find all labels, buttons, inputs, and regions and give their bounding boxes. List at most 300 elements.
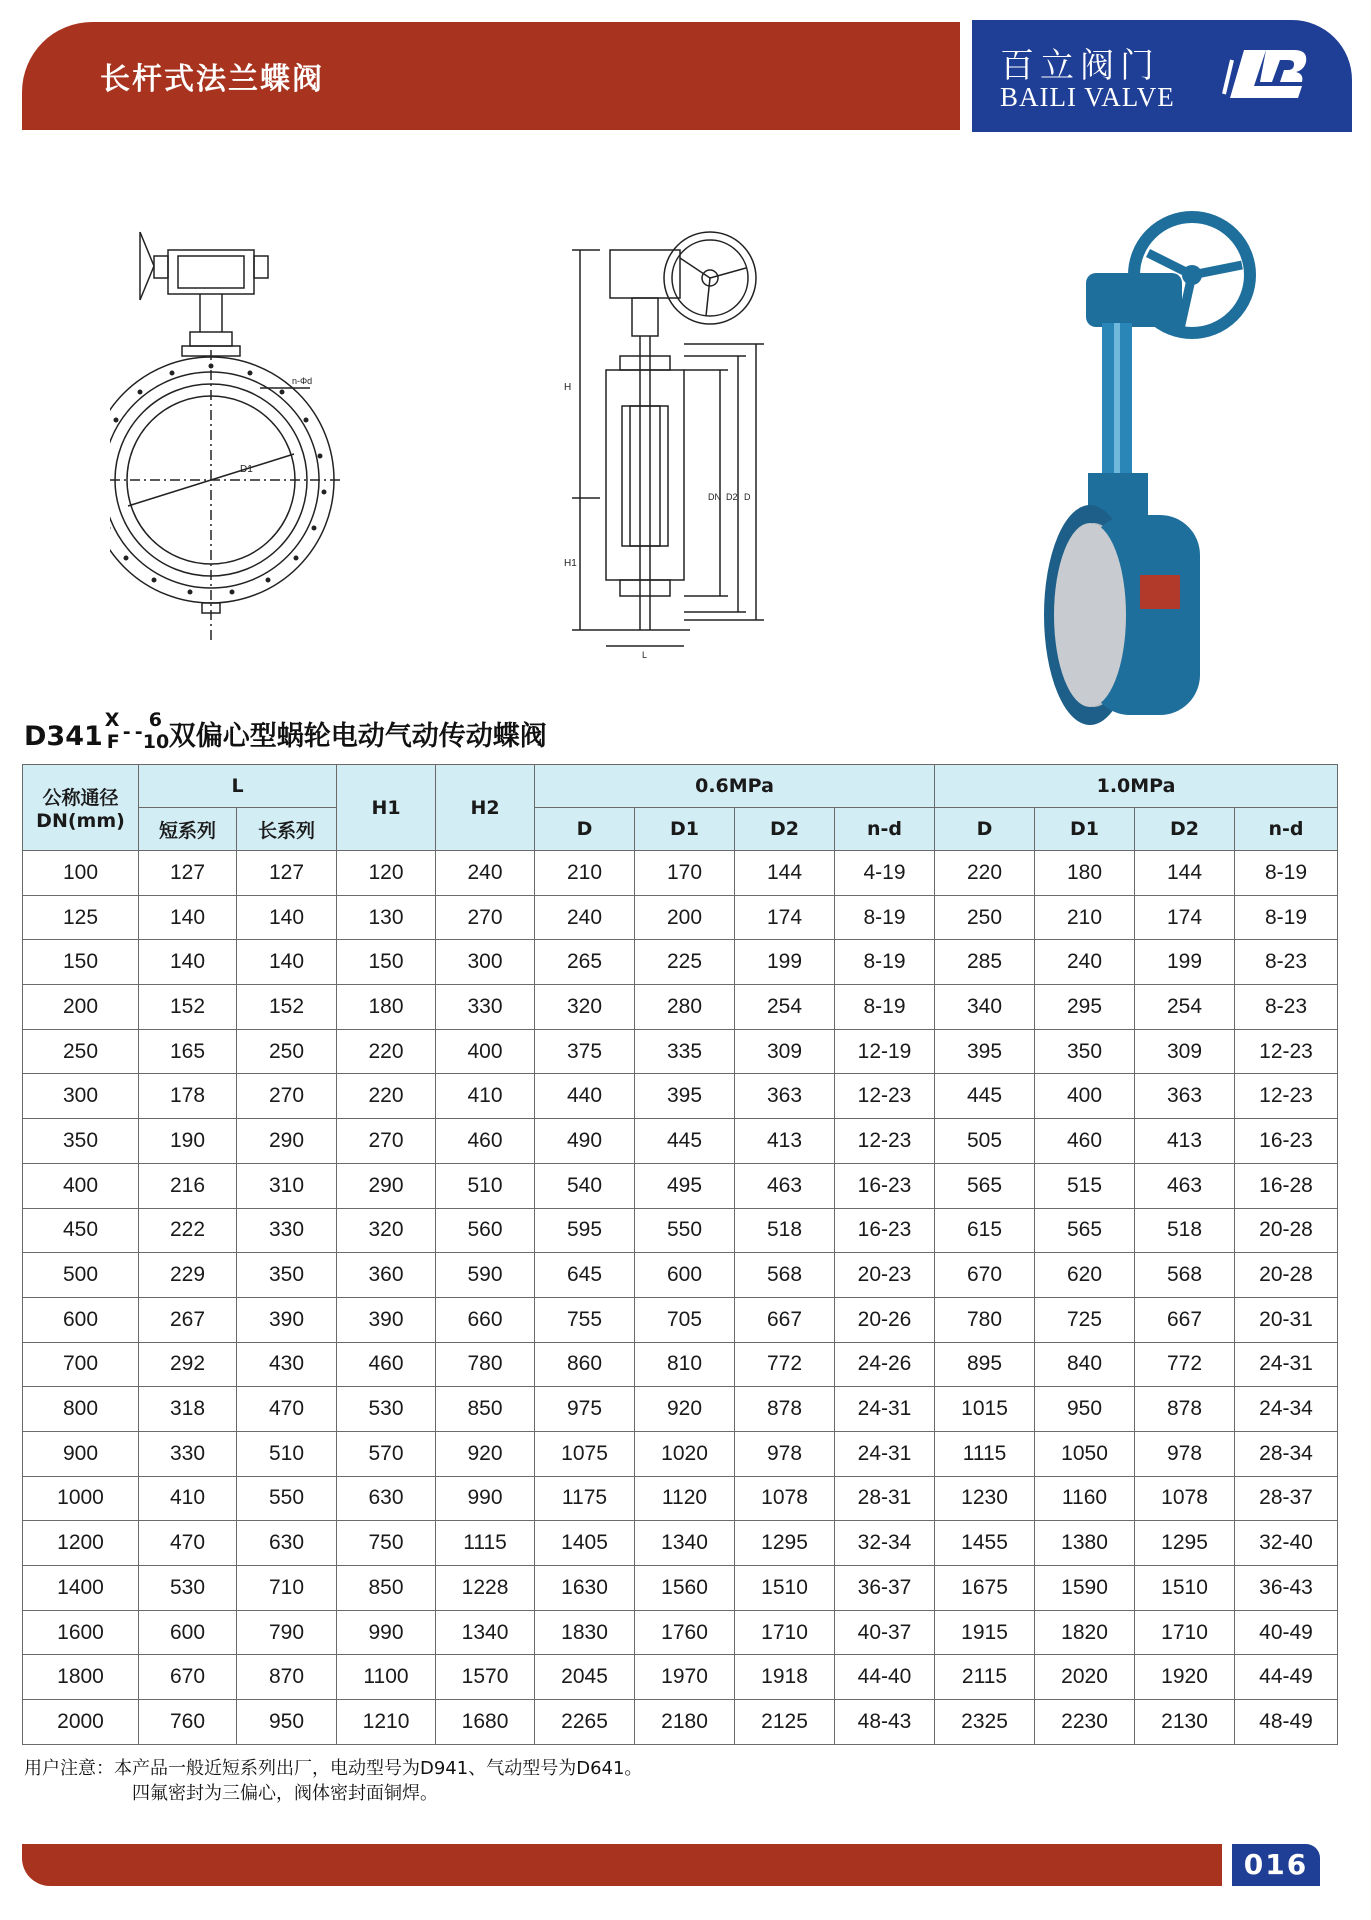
table-cell: 220 bbox=[337, 1074, 436, 1119]
table-cell: 290 bbox=[337, 1163, 436, 1208]
table-cell: 24-31 bbox=[1235, 1342, 1338, 1387]
table-cell: 165 bbox=[139, 1029, 237, 1074]
table-cell: 1830 bbox=[535, 1610, 635, 1655]
table-cell: 800 bbox=[23, 1387, 139, 1432]
model-prefix: D341 bbox=[24, 721, 103, 752]
table-cell: 8-19 bbox=[1235, 895, 1338, 940]
spec-table bbox=[22, 764, 1338, 1745]
header-10-d: D bbox=[935, 808, 1035, 851]
table-cell: 1115 bbox=[436, 1521, 535, 1566]
table-cell: 8-19 bbox=[835, 985, 935, 1030]
table-cell: 390 bbox=[237, 1297, 337, 1342]
table-cell: 620 bbox=[1035, 1253, 1135, 1298]
table-cell: 140 bbox=[237, 895, 337, 940]
table-cell: 1075 bbox=[535, 1431, 635, 1476]
table-cell: 330 bbox=[139, 1431, 237, 1476]
table-cell: 400 bbox=[23, 1163, 139, 1208]
table-cell: 540 bbox=[535, 1163, 635, 1208]
table-cell: 225 bbox=[635, 940, 735, 985]
table-row bbox=[23, 1297, 1338, 1342]
table-cell: 12-19 bbox=[835, 1029, 935, 1074]
header-l: L bbox=[139, 765, 337, 808]
table-cell: 1115 bbox=[935, 1431, 1035, 1476]
table-cell: 920 bbox=[436, 1431, 535, 1476]
table-cell: 2265 bbox=[535, 1700, 635, 1745]
table-cell: 490 bbox=[535, 1119, 635, 1164]
page-title: 长杆式法兰蝶阀 bbox=[100, 62, 324, 97]
table-cell: 1120 bbox=[635, 1476, 735, 1521]
table-cell: 395 bbox=[935, 1029, 1035, 1074]
header-06-d: D bbox=[535, 808, 635, 851]
table-cell: 140 bbox=[237, 940, 337, 985]
table-cell: 318 bbox=[139, 1387, 237, 1432]
table-cell: 600 bbox=[23, 1297, 139, 1342]
table-cell: 222 bbox=[139, 1208, 237, 1253]
side-view-drawing bbox=[560, 220, 790, 660]
table-row bbox=[23, 1476, 1338, 1521]
table-row bbox=[23, 1610, 1338, 1655]
table-cell: 24-31 bbox=[835, 1387, 935, 1432]
table-cell: 667 bbox=[1135, 1297, 1235, 1342]
table-cell: 1340 bbox=[436, 1610, 535, 1655]
label-d1: D1 bbox=[240, 464, 253, 475]
table-cell: 840 bbox=[1035, 1342, 1135, 1387]
table-cell: 2115 bbox=[935, 1655, 1035, 1700]
table-cell: 309 bbox=[1135, 1029, 1235, 1074]
table-cell: 595 bbox=[535, 1208, 635, 1253]
header-l-long: 长系列 bbox=[237, 808, 337, 851]
table-cell: 463 bbox=[1135, 1163, 1235, 1208]
table-cell: 1918 bbox=[735, 1655, 835, 1700]
table-cell: 210 bbox=[535, 851, 635, 896]
table-cell: 670 bbox=[935, 1253, 1035, 1298]
table-cell: 1970 bbox=[635, 1655, 735, 1700]
table-cell: 170 bbox=[635, 851, 735, 896]
label-l: L bbox=[642, 650, 648, 660]
front-view-drawing bbox=[110, 220, 410, 660]
table-cell: 518 bbox=[735, 1208, 835, 1253]
table-cell: 210 bbox=[1035, 895, 1135, 940]
table-cell: 20-31 bbox=[1235, 1297, 1338, 1342]
table-cell: 2045 bbox=[535, 1655, 635, 1700]
table-cell: 28-31 bbox=[835, 1476, 935, 1521]
table-cell: 2325 bbox=[935, 1700, 1035, 1745]
table-cell: 120 bbox=[337, 851, 436, 896]
table-cell: 295 bbox=[1035, 985, 1135, 1030]
table-cell: 20-23 bbox=[835, 1253, 935, 1298]
table-cell: 568 bbox=[1135, 1253, 1235, 1298]
table-cell: 1340 bbox=[635, 1521, 735, 1566]
label-d2: D2 bbox=[726, 492, 738, 502]
table-cell: 144 bbox=[735, 851, 835, 896]
label-dn: DN bbox=[708, 492, 721, 502]
table-cell: 2125 bbox=[735, 1700, 835, 1745]
table-cell: 24-34 bbox=[1235, 1387, 1338, 1432]
table-cell: 750 bbox=[337, 1521, 436, 1566]
table-cell: 152 bbox=[139, 985, 237, 1030]
table-cell: 1760 bbox=[635, 1610, 735, 1655]
table-row bbox=[23, 1342, 1338, 1387]
table-cell: 174 bbox=[735, 895, 835, 940]
table-cell: 772 bbox=[735, 1342, 835, 1387]
table-cell: 174 bbox=[1135, 895, 1235, 940]
footer-bar bbox=[22, 1844, 1222, 1886]
user-note bbox=[24, 1756, 642, 1806]
table-cell: 300 bbox=[436, 940, 535, 985]
table-cell: 350 bbox=[1035, 1029, 1135, 1074]
table-cell: 2130 bbox=[1135, 1700, 1235, 1745]
table-cell: 460 bbox=[1035, 1119, 1135, 1164]
table-cell: 20-26 bbox=[835, 1297, 935, 1342]
model-sub-f: F bbox=[106, 731, 120, 753]
brand-logo-icon bbox=[1222, 46, 1310, 102]
header-06mpa: 0.6MPa bbox=[535, 765, 935, 808]
table-cell: 975 bbox=[535, 1387, 635, 1432]
table-cell: 2020 bbox=[1035, 1655, 1135, 1700]
table-cell: 1920 bbox=[1135, 1655, 1235, 1700]
table-row bbox=[23, 985, 1338, 1030]
table-cell: 240 bbox=[436, 851, 535, 896]
model-title bbox=[24, 709, 547, 753]
table-cell: 410 bbox=[139, 1476, 237, 1521]
table-row bbox=[23, 895, 1338, 940]
table-cell: 725 bbox=[1035, 1297, 1135, 1342]
table-cell: 20-28 bbox=[1235, 1253, 1338, 1298]
table-cell: 1400 bbox=[23, 1566, 139, 1611]
table-cell: 530 bbox=[337, 1387, 436, 1432]
table-cell: 125 bbox=[23, 895, 139, 940]
table-cell: 1915 bbox=[935, 1610, 1035, 1655]
table-cell: 450 bbox=[23, 1208, 139, 1253]
table-cell: 1295 bbox=[735, 1521, 835, 1566]
table-cell: 660 bbox=[436, 1297, 535, 1342]
table-cell: 1020 bbox=[635, 1431, 735, 1476]
table-cell: 667 bbox=[735, 1297, 835, 1342]
valve-photo bbox=[1030, 205, 1260, 725]
table-cell: 850 bbox=[337, 1566, 436, 1611]
table-cell: 1175 bbox=[535, 1476, 635, 1521]
table-cell: 1405 bbox=[535, 1521, 635, 1566]
table-cell: 950 bbox=[237, 1700, 337, 1745]
table-cell: 878 bbox=[1135, 1387, 1235, 1432]
table-cell: 590 bbox=[436, 1253, 535, 1298]
table-cell: 990 bbox=[436, 1476, 535, 1521]
table-cell: 510 bbox=[436, 1163, 535, 1208]
table-cell: 978 bbox=[1135, 1431, 1235, 1476]
table-cell: 16-23 bbox=[835, 1163, 935, 1208]
table-row bbox=[23, 1119, 1338, 1164]
header-10-d2: D2 bbox=[1135, 808, 1235, 851]
table-cell: 1050 bbox=[1035, 1431, 1135, 1476]
table-cell: 12-23 bbox=[835, 1119, 935, 1164]
table-cell: 1210 bbox=[337, 1700, 436, 1745]
table-cell: 144 bbox=[1135, 851, 1235, 896]
table-cell: 270 bbox=[237, 1074, 337, 1119]
table-cell: 24-26 bbox=[835, 1342, 935, 1387]
table-cell: 44-40 bbox=[835, 1655, 935, 1700]
table-cell: 2230 bbox=[1035, 1700, 1135, 1745]
table-row bbox=[23, 1387, 1338, 1432]
table-row bbox=[23, 1074, 1338, 1119]
table-cell: 363 bbox=[735, 1074, 835, 1119]
table-cell: 200 bbox=[23, 985, 139, 1030]
table-cell: 1680 bbox=[436, 1700, 535, 1745]
note-line-2: 四氟密封为三偏心，阀体密封面铜焊。 bbox=[132, 1783, 438, 1804]
label-h1: H1 bbox=[564, 558, 577, 569]
table-cell: 1630 bbox=[535, 1566, 635, 1611]
table-cell: 445 bbox=[635, 1119, 735, 1164]
table-cell: 1295 bbox=[1135, 1521, 1235, 1566]
table-cell: 8-19 bbox=[835, 895, 935, 940]
table-cell: 410 bbox=[436, 1074, 535, 1119]
table-cell: 390 bbox=[337, 1297, 436, 1342]
table-cell: 220 bbox=[935, 851, 1035, 896]
table-cell: 1015 bbox=[935, 1387, 1035, 1432]
label-h: H bbox=[564, 382, 572, 393]
model-sup-x: X bbox=[104, 709, 120, 731]
table-cell: 470 bbox=[139, 1521, 237, 1566]
table-cell: 330 bbox=[436, 985, 535, 1030]
table-cell: 1380 bbox=[1035, 1521, 1135, 1566]
table-cell: 363 bbox=[1135, 1074, 1235, 1119]
table-cell: 530 bbox=[139, 1566, 237, 1611]
table-cell: 670 bbox=[139, 1655, 237, 1700]
table-cell: 470 bbox=[237, 1387, 337, 1432]
table-cell: 28-37 bbox=[1235, 1476, 1338, 1521]
table-cell: 350 bbox=[237, 1253, 337, 1298]
model-dash-2: - bbox=[134, 721, 143, 743]
table-cell: 44-49 bbox=[1235, 1655, 1338, 1700]
table-cell: 180 bbox=[1035, 851, 1135, 896]
table-cell: 1228 bbox=[436, 1566, 535, 1611]
table-row bbox=[23, 1566, 1338, 1611]
table-cell: 440 bbox=[535, 1074, 635, 1119]
table-row bbox=[23, 1655, 1338, 1700]
spec-table-body bbox=[23, 851, 1338, 1745]
table-cell: 2180 bbox=[635, 1700, 735, 1745]
table-cell: 1510 bbox=[1135, 1566, 1235, 1611]
table-cell: 1230 bbox=[935, 1476, 1035, 1521]
table-cell: 630 bbox=[237, 1521, 337, 1566]
note-line-1: 用户注意：本产品一般近短系列出厂，电动型号为D941、气动型号为D641。 bbox=[24, 1758, 643, 1779]
table-cell: 430 bbox=[237, 1342, 337, 1387]
table-cell: 2000 bbox=[23, 1700, 139, 1745]
table-cell: 1710 bbox=[735, 1610, 835, 1655]
table-cell: 550 bbox=[237, 1476, 337, 1521]
table-cell: 515 bbox=[1035, 1163, 1135, 1208]
table-cell: 267 bbox=[139, 1297, 237, 1342]
table-cell: 1455 bbox=[935, 1521, 1035, 1566]
header-06-d1: D1 bbox=[635, 808, 735, 851]
table-cell: 150 bbox=[23, 940, 139, 985]
table-cell: 705 bbox=[635, 1297, 735, 1342]
table-cell: 460 bbox=[436, 1119, 535, 1164]
table-cell: 978 bbox=[735, 1431, 835, 1476]
table-cell: 4-19 bbox=[835, 851, 935, 896]
header-10-d1: D1 bbox=[1035, 808, 1135, 851]
table-cell: 1078 bbox=[735, 1476, 835, 1521]
table-cell: 755 bbox=[535, 1297, 635, 1342]
table-cell: 335 bbox=[635, 1029, 735, 1074]
table-cell: 615 bbox=[935, 1208, 1035, 1253]
table-cell: 254 bbox=[1135, 985, 1235, 1030]
table-cell: 600 bbox=[635, 1253, 735, 1298]
table-row bbox=[23, 1521, 1338, 1566]
table-cell: 445 bbox=[935, 1074, 1035, 1119]
table-cell: 500 bbox=[23, 1253, 139, 1298]
header-h1: H1 bbox=[337, 765, 436, 851]
table-cell: 1200 bbox=[23, 1521, 139, 1566]
table-cell: 710 bbox=[237, 1566, 337, 1611]
table-cell: 463 bbox=[735, 1163, 835, 1208]
table-cell: 48-43 bbox=[835, 1700, 935, 1745]
header-l-short: 短系列 bbox=[139, 808, 237, 851]
table-cell: 265 bbox=[535, 940, 635, 985]
table-row bbox=[23, 1163, 1338, 1208]
table-cell: 350 bbox=[23, 1119, 139, 1164]
table-cell: 565 bbox=[935, 1163, 1035, 1208]
table-cell: 1820 bbox=[1035, 1610, 1135, 1655]
table-cell: 395 bbox=[635, 1074, 735, 1119]
table-cell: 570 bbox=[337, 1431, 436, 1476]
table-cell: 1560 bbox=[635, 1566, 735, 1611]
table-cell: 16-23 bbox=[835, 1208, 935, 1253]
table-cell: 1570 bbox=[436, 1655, 535, 1700]
header-h2: H2 bbox=[436, 765, 535, 851]
table-row bbox=[23, 1431, 1338, 1476]
model-sub-10: 10 bbox=[142, 731, 170, 753]
table-cell: 1078 bbox=[1135, 1476, 1235, 1521]
table-cell: 330 bbox=[237, 1208, 337, 1253]
table-cell: 127 bbox=[139, 851, 237, 896]
table-cell: 240 bbox=[535, 895, 635, 940]
table-cell: 400 bbox=[436, 1029, 535, 1074]
table-cell: 780 bbox=[436, 1342, 535, 1387]
table-cell: 150 bbox=[337, 940, 436, 985]
table-cell: 760 bbox=[139, 1700, 237, 1745]
table-cell: 12-23 bbox=[835, 1074, 935, 1119]
table-cell: 460 bbox=[337, 1342, 436, 1387]
table-cell: 40-49 bbox=[1235, 1610, 1338, 1655]
table-cell: 772 bbox=[1135, 1342, 1235, 1387]
table-cell: 565 bbox=[1035, 1208, 1135, 1253]
table-cell: 550 bbox=[635, 1208, 735, 1253]
table-cell: 310 bbox=[237, 1163, 337, 1208]
table-cell: 8-23 bbox=[1235, 940, 1338, 985]
table-cell: 140 bbox=[139, 940, 237, 985]
table-cell: 178 bbox=[139, 1074, 237, 1119]
table-cell: 270 bbox=[337, 1119, 436, 1164]
table-cell: 375 bbox=[535, 1029, 635, 1074]
table-cell: 700 bbox=[23, 1342, 139, 1387]
table-cell: 1675 bbox=[935, 1566, 1035, 1611]
table-cell: 780 bbox=[935, 1297, 1035, 1342]
table-cell: 790 bbox=[237, 1610, 337, 1655]
table-cell: 413 bbox=[735, 1119, 835, 1164]
table-cell: 24-31 bbox=[835, 1431, 935, 1476]
table-cell: 290 bbox=[237, 1119, 337, 1164]
table-row bbox=[23, 1700, 1338, 1745]
header-10-nd: n-d bbox=[1235, 808, 1338, 851]
table-cell: 250 bbox=[23, 1029, 139, 1074]
table-cell: 870 bbox=[237, 1655, 337, 1700]
table-cell: 850 bbox=[436, 1387, 535, 1432]
model-sup-6: 6 bbox=[148, 709, 163, 731]
table-cell: 878 bbox=[735, 1387, 835, 1432]
table-cell: 250 bbox=[935, 895, 1035, 940]
table-cell: 630 bbox=[337, 1476, 436, 1521]
table-cell: 900 bbox=[23, 1431, 139, 1476]
table-cell: 568 bbox=[735, 1253, 835, 1298]
model-dash-1: - bbox=[122, 721, 131, 743]
table-cell: 1600 bbox=[23, 1610, 139, 1655]
table-cell: 1000 bbox=[23, 1476, 139, 1521]
table-cell: 36-37 bbox=[835, 1566, 935, 1611]
table-cell: 152 bbox=[237, 985, 337, 1030]
table-cell: 270 bbox=[436, 895, 535, 940]
table-cell: 16-28 bbox=[1235, 1163, 1338, 1208]
table-cell: 20-28 bbox=[1235, 1208, 1338, 1253]
table-cell: 254 bbox=[735, 985, 835, 1030]
table-cell: 1590 bbox=[1035, 1566, 1135, 1611]
table-cell: 320 bbox=[535, 985, 635, 1030]
table-cell: 220 bbox=[337, 1029, 436, 1074]
table-cell: 32-34 bbox=[835, 1521, 935, 1566]
table-cell: 199 bbox=[735, 940, 835, 985]
table-cell: 360 bbox=[337, 1253, 436, 1298]
table-cell: 8-23 bbox=[1235, 985, 1338, 1030]
page-number: 016 bbox=[1232, 1844, 1320, 1886]
table-cell: 810 bbox=[635, 1342, 735, 1387]
table-row bbox=[23, 1029, 1338, 1074]
table-cell: 127 bbox=[237, 851, 337, 896]
table-cell: 32-40 bbox=[1235, 1521, 1338, 1566]
table-cell: 510 bbox=[237, 1431, 337, 1476]
table-cell: 518 bbox=[1135, 1208, 1235, 1253]
table-cell: 860 bbox=[535, 1342, 635, 1387]
table-cell: 40-37 bbox=[835, 1610, 935, 1655]
table-cell: 229 bbox=[139, 1253, 237, 1298]
table-cell: 250 bbox=[237, 1029, 337, 1074]
table-cell: 216 bbox=[139, 1163, 237, 1208]
table-cell: 600 bbox=[139, 1610, 237, 1655]
table-cell: 8-19 bbox=[835, 940, 935, 985]
table-cell: 240 bbox=[1035, 940, 1135, 985]
header-06-d2: D2 bbox=[735, 808, 835, 851]
table-cell: 309 bbox=[735, 1029, 835, 1074]
table-cell: 505 bbox=[935, 1119, 1035, 1164]
table-cell: 12-23 bbox=[1235, 1029, 1338, 1074]
table-cell: 36-43 bbox=[1235, 1566, 1338, 1611]
table-row bbox=[23, 940, 1338, 985]
table-cell: 1800 bbox=[23, 1655, 139, 1700]
table-cell: 1160 bbox=[1035, 1476, 1135, 1521]
table-cell: 140 bbox=[139, 895, 237, 940]
model-name: 双偏心型蜗轮电动气动传动蝶阀 bbox=[168, 721, 547, 752]
table-cell: 645 bbox=[535, 1253, 635, 1298]
table-cell: 1100 bbox=[337, 1655, 436, 1700]
table-cell: 16-23 bbox=[1235, 1119, 1338, 1164]
table-cell: 920 bbox=[635, 1387, 735, 1432]
brand-name-cn: 百立阀门 bbox=[1000, 46, 1160, 86]
table-cell: 12-23 bbox=[1235, 1074, 1338, 1119]
label-d: D bbox=[744, 492, 751, 502]
table-cell: 413 bbox=[1135, 1119, 1235, 1164]
table-cell: 292 bbox=[139, 1342, 237, 1387]
model-code-fraction bbox=[103, 709, 170, 753]
table-cell: 950 bbox=[1035, 1387, 1135, 1432]
table-cell: 285 bbox=[935, 940, 1035, 985]
